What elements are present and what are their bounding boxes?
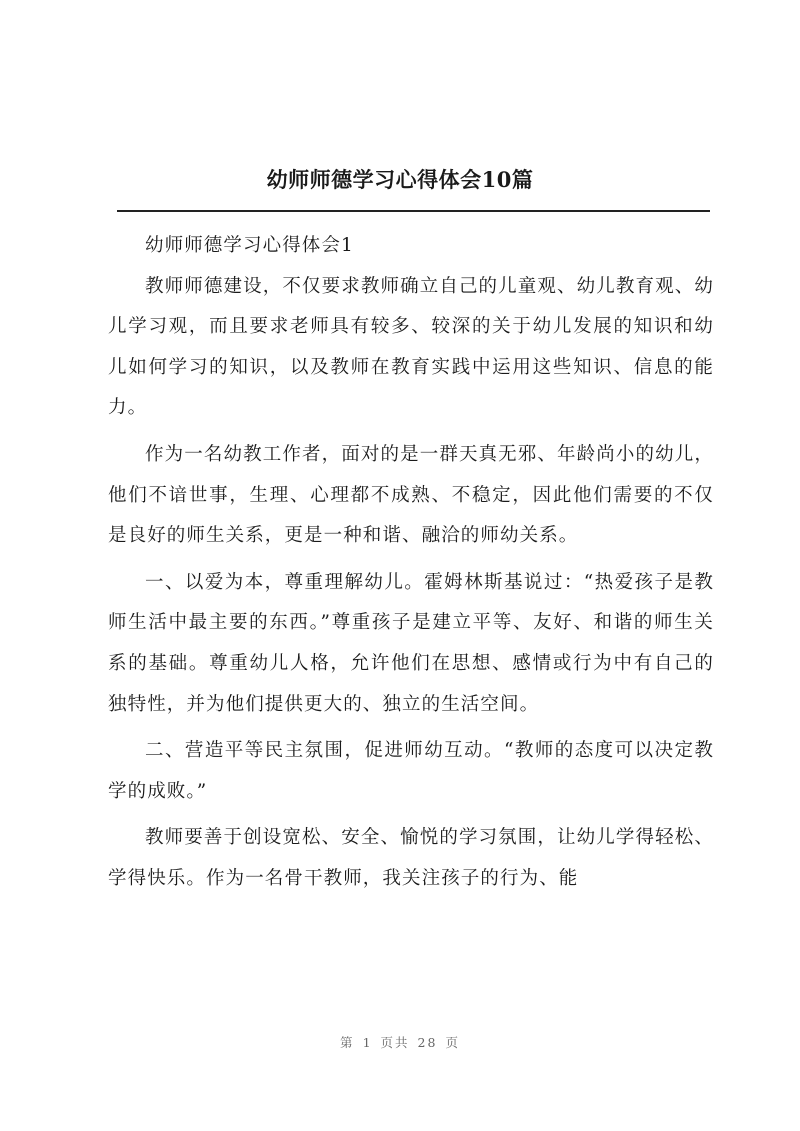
title-divider	[117, 210, 710, 212]
footer-middle: 页共	[380, 1035, 410, 1050]
page-footer	[0, 1033, 800, 1051]
paragraph: 作为一名幼教工作者，面对的是一群天真无邪、年龄尚小的幼儿，他们不谙世事，生理、心理都不成熟、不稳定，因此他们需要的不仅是良好的师生关系，更是一种和谐、融洽的师幼关系。	[108, 443, 714, 547]
footer-prefix: 第	[340, 1035, 355, 1050]
document-body	[108, 226, 714, 906]
total-pages: 28	[417, 1035, 438, 1050]
paragraph: 教师师德建设，不仅要求教师确立自己的儿童观、幼儿教育观、幼儿学习观，而且要求老师具有较多、较深的关于幼儿发展的知识和幼儿如何学习的知识，以及教师在教育实践中运用这些知识、信息的能力。	[108, 275, 714, 419]
page-number: 1	[362, 1035, 373, 1050]
section-heading: 幼师师德学习心得体会1	[145, 235, 354, 256]
paragraph: 一、以爱为本，尊重理解幼儿。霍姆林斯基说过：“热爱孩子是教师生活中最主要的东西。”尊重孩子是建立平等、友好、和谐的师生关系的基础。尊重幼儿人格，允许他们在思想、感情或行为中有自己的独特性，并为他们提供更大的、独立的生活空间。	[108, 571, 714, 715]
paragraph: 二、营造平等民主氛围，促进师幼互动。“教师的态度可以决定教学的成败。”	[108, 740, 714, 802]
document-title: 幼师师德学习心得体会10篇	[266, 167, 534, 192]
paragraph: 教师要善于创设宽松、安全、愉悦的学习氛围，让幼儿学得轻松、学得快乐。作为一名骨干教师，我关注孩子的行为、能	[108, 827, 714, 889]
footer-suffix: 页	[445, 1035, 460, 1050]
